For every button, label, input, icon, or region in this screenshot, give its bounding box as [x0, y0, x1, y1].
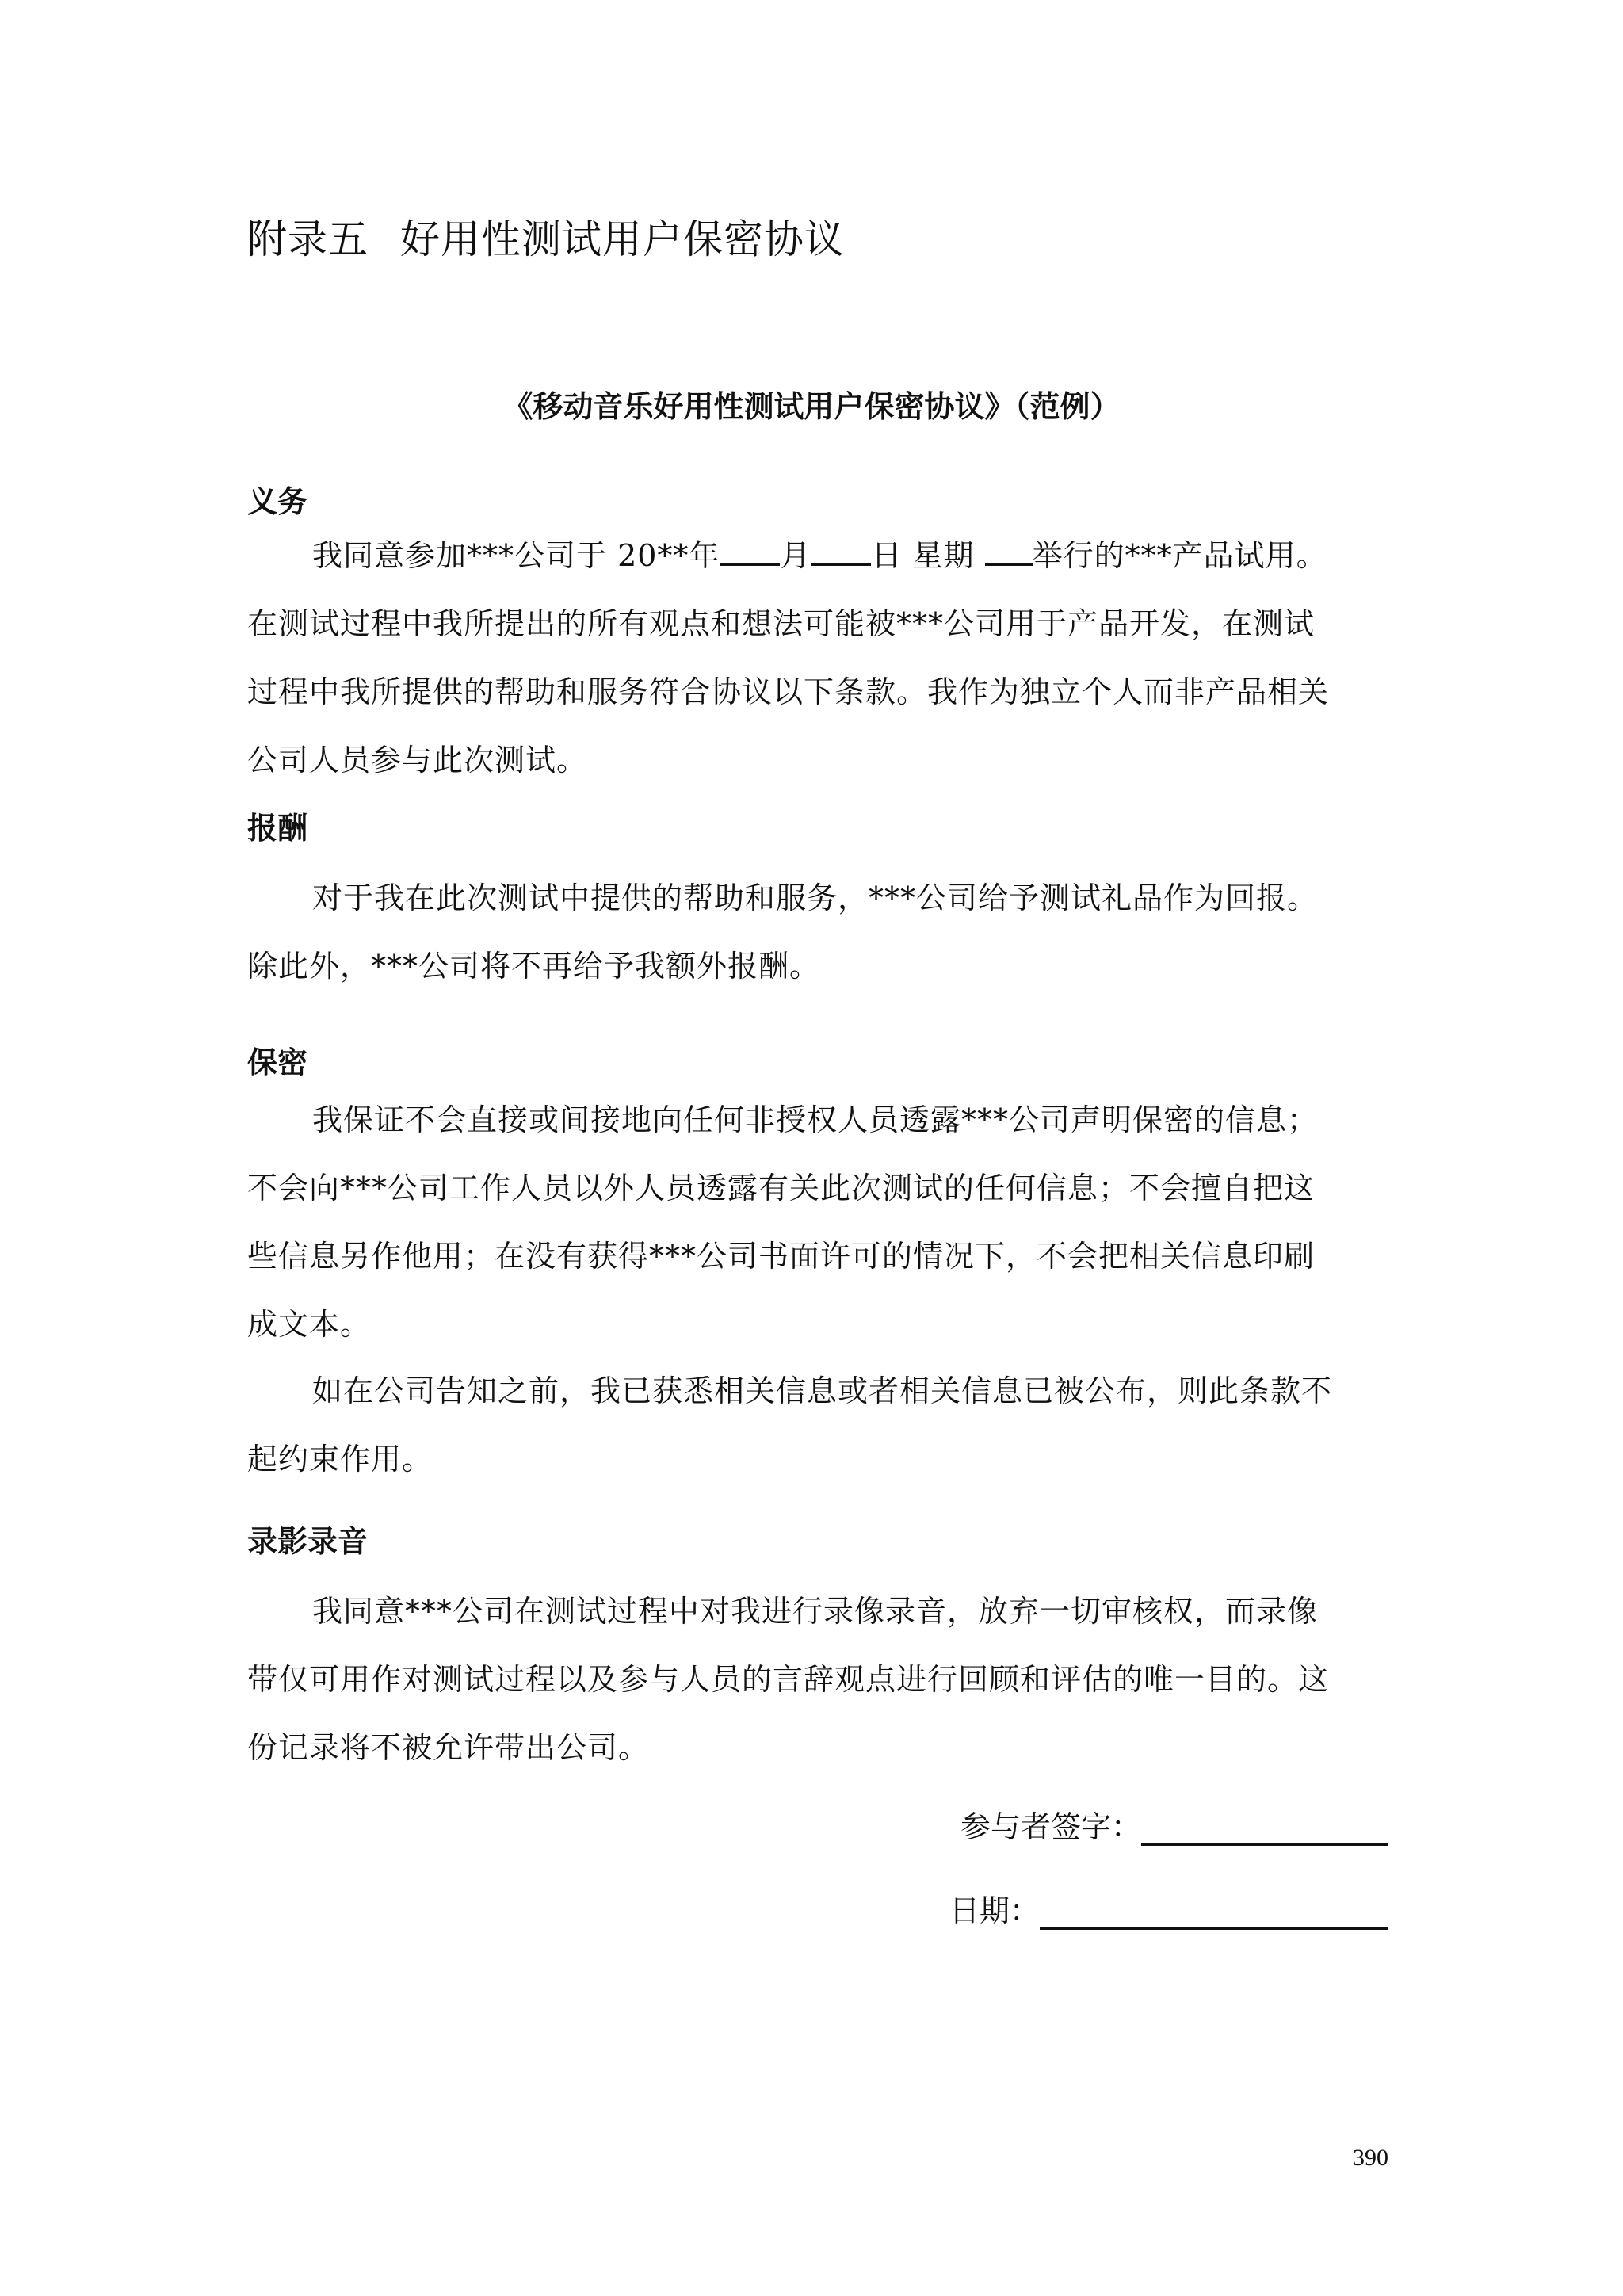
section-heading-duty: 义务	[247, 484, 308, 519]
chapter-title	[247, 208, 845, 265]
paragraph-line: 我保证不会直接或间接地向任何非授权人员透露***公司声明保密的信息；	[312, 1102, 1319, 1137]
section-heading-confidential: 保密	[247, 1045, 308, 1080]
date-label: 日期：	[949, 1893, 1040, 1928]
paragraph-line: 对于我在此次测试中提供的帮助和服务，***公司给予测试礼品作为回报。	[312, 881, 1319, 915]
paragraph-line: 份记录将不被允许带出公司。	[247, 1730, 650, 1765]
paragraph-line: 些信息另作他用；在没有获得***公司书面许可的情况下，不会把相关信息印刷	[247, 1239, 1316, 1274]
paragraph-line: 我同意参加***公司于 20**年 月 日 星期 举行的***产品试用。	[312, 538, 1327, 573]
signer-label: 参与者签字：	[960, 1809, 1141, 1844]
date-row	[949, 1886, 1388, 1930]
document-title: 《移动音乐好用性测试用户保密协议》（范例）	[502, 389, 1121, 424]
paragraph-line: 过程中我所提供的帮助和服务符合协议以下条款。我作为独立个人而非产品相关	[247, 674, 1330, 709]
chapter-label: 附录五	[247, 216, 369, 262]
paragraph-reward	[247, 864, 1388, 1000]
page-number: 390	[1353, 2145, 1388, 2171]
paragraph-line: 不会向***公司工作人员以外人员透露有关此次测试的任何信息；不会擅自把这	[247, 1171, 1316, 1205]
paragraph-line: 公司人员参与此次测试。	[247, 743, 588, 777]
paragraph-line: 我同意***公司在测试过程中对我进行录像录音，放弃一切审核权，而录像	[312, 1594, 1319, 1629]
paragraph-line: 带仅可用作对测试过程以及参与人员的言辞观点进行回顾和评估的唯一目的。这	[247, 1662, 1330, 1697]
paragraph-line: 如在公司告知之前，我已获悉相关信息或者相关信息已被公布，则此条款不	[312, 1373, 1333, 1408]
chapter-title-text: 好用性测试用户保密协议	[400, 216, 845, 262]
paragraph-duty	[247, 521, 1388, 794]
paragraph-confidential	[247, 1086, 1388, 1358]
paragraph-confidential-exception	[247, 1357, 1388, 1493]
blank-day	[811, 537, 871, 566]
section-heading-reward: 报酬	[247, 811, 308, 846]
signer-signature-row	[960, 1802, 1388, 1846]
paragraph-line: 除此外，***公司将不再给予我额外报酬。	[247, 949, 821, 984]
section-heading-recording: 录影录音	[247, 1524, 369, 1559]
date-line[interactable]	[1040, 1896, 1388, 1930]
paragraph-line: 成文本。	[247, 1307, 372, 1342]
blank-month	[720, 537, 780, 566]
signer-signature-line[interactable]	[1141, 1812, 1388, 1846]
paragraph-line: 在测试过程中我所提出的所有观点和想法可能被***公司用于产品开发，在测试	[247, 606, 1316, 641]
paragraph-line: 起约束作用。	[247, 1442, 433, 1477]
paragraph-recording	[247, 1577, 1388, 1782]
blank-weekday	[985, 537, 1033, 566]
